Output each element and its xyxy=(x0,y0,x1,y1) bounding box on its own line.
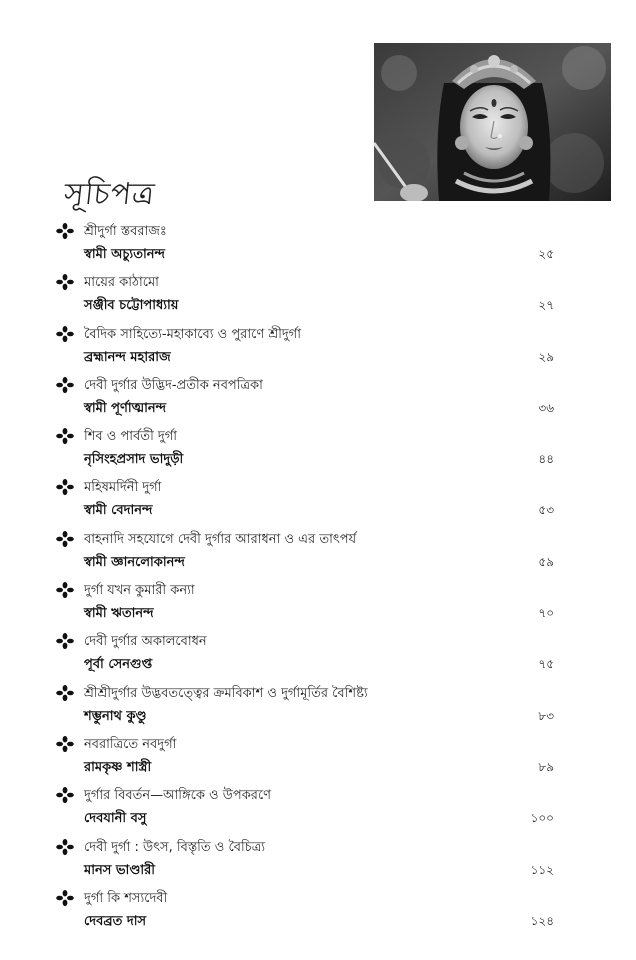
toc-entry xyxy=(56,376,576,427)
entry-author: দেবযানী বসু xyxy=(84,811,147,827)
entry-page-number: ১২৪ xyxy=(530,913,554,928)
entry-page-number: ৭০ xyxy=(538,606,554,621)
entry-title: মহিষমর্দিনী দুর্গা xyxy=(84,480,162,496)
entry-title: শিব ও পার্বতী দুর্গা xyxy=(84,429,178,445)
diamond-bullet-icon xyxy=(56,274,74,290)
diamond-bullet-icon xyxy=(56,839,74,855)
entry-title: বাহনাদি সহযোগে দেবী দুর্গার আরাধনা ও এর তাৎপর্য xyxy=(84,531,357,547)
entry-author: নৃসিংহপ্রসাদ ভাদুড়ী xyxy=(84,452,184,468)
entry-page-number: ৫৯ xyxy=(538,554,554,569)
entry-author: রামকৃষ্ণ শাস্ত্রী xyxy=(84,759,152,775)
entry-title: শ্রীদুর্গা স্তবরাজঃ xyxy=(84,224,167,239)
goddess-durga-photo xyxy=(374,43,611,201)
entry-author: পূর্বা সেনগুপ্ত xyxy=(84,657,153,673)
diamond-bullet-icon xyxy=(56,685,74,701)
toc-entry xyxy=(56,632,576,683)
entry-author: সঞ্জীব চট্টোপাধ্যায় xyxy=(84,298,179,314)
entry-page-number: ৫৩ xyxy=(538,503,554,518)
diamond-bullet-icon xyxy=(56,633,74,649)
entry-title: দুর্গার বিবর্তন—আঙ্গিকে ও উপকরণে xyxy=(84,788,272,804)
entry-author: দেবব্রত দাস xyxy=(84,913,147,929)
toc-entry xyxy=(56,735,576,786)
entry-author: স্বামী ঋতানন্দ xyxy=(84,606,154,622)
entry-page-number: ৪৪ xyxy=(538,452,554,467)
diamond-bullet-icon xyxy=(56,582,74,598)
diamond-bullet-icon xyxy=(56,531,74,547)
toc-entry xyxy=(56,222,576,273)
entry-page-number: ২৭ xyxy=(538,298,554,313)
entry-title: মায়ের কাঠামো xyxy=(84,275,159,291)
entry-page-number: ২৯ xyxy=(538,349,554,364)
entry-title: শ্রীশ্রীদুর্গার উদ্ভবতত্ত্বের ক্রমবিকাশ ও দুর্গামূর্তির বৈশিষ্ট্য xyxy=(84,685,368,701)
entry-author: মানস ভাণ্ডারী xyxy=(84,862,155,878)
entry-author: স্বামী অচ্যুতানন্দ xyxy=(84,247,165,262)
entry-author: শম্ভুনাথ কুণ্ডু xyxy=(84,708,147,724)
diamond-bullet-icon xyxy=(56,223,74,239)
diamond-bullet-icon xyxy=(56,736,74,752)
entry-author: স্বামী জ্ঞানলোকানন্দ xyxy=(84,554,185,570)
entry-title: দেবী দুর্গা : উৎস, বিস্তৃতি ও বৈচিত্র্য xyxy=(84,839,266,855)
entry-page-number: ৮৯ xyxy=(538,759,554,774)
entry-page-number: ১১২ xyxy=(530,862,554,877)
diamond-bullet-icon xyxy=(56,326,74,342)
entry-title: দেবী দুর্গার অকালবোধন xyxy=(84,634,207,650)
entry-page-number: ৮৩ xyxy=(538,708,554,723)
toc-entry xyxy=(56,786,576,837)
entry-page-number: ২৫ xyxy=(538,247,554,261)
toc-entry xyxy=(56,684,576,735)
entry-author: ব্রহ্মানন্দ মহারাজ xyxy=(84,349,171,365)
diamond-bullet-icon xyxy=(56,787,74,803)
diamond-bullet-icon xyxy=(56,479,74,495)
page-title: সূচিপত্র xyxy=(62,177,157,212)
diamond-bullet-icon xyxy=(56,377,74,393)
entry-title: বৈদিক সাহিত্যে-মহাকাব্যে ও পুরাণে শ্রীদুর্গা xyxy=(84,326,301,342)
toc-entry xyxy=(56,838,576,889)
toc-list xyxy=(56,222,576,940)
entry-author: স্বামী বেদানন্দ xyxy=(84,503,153,519)
toc-entry xyxy=(56,581,576,632)
toc-entry xyxy=(56,478,576,529)
entry-title: দুর্গা যখন কুমারী কন্যা xyxy=(84,583,195,599)
toc-entry xyxy=(56,889,576,940)
toc-entry xyxy=(56,325,576,376)
entry-title: দুর্গা কি শস্যদেবী xyxy=(84,890,168,906)
diamond-bullet-icon xyxy=(56,428,74,444)
entry-author: স্বামী পূর্ণাত্মানন্দ xyxy=(84,400,167,416)
entry-page-number: ১০০ xyxy=(530,811,554,826)
toc-entry xyxy=(56,427,576,478)
entry-page-number: ৩৬ xyxy=(538,400,554,415)
toc-entry xyxy=(56,273,576,324)
entry-title: দেবী দুর্গার উদ্ভিদ-প্রতীক নবপত্রিকা xyxy=(84,377,263,393)
entry-page-number: ৭৫ xyxy=(538,657,554,672)
toc-entry xyxy=(56,530,576,581)
goddess-durga-image xyxy=(374,43,611,201)
diamond-bullet-icon xyxy=(56,890,74,906)
entry-title: নবরাত্রিতে নবদুর্গা xyxy=(84,736,177,752)
